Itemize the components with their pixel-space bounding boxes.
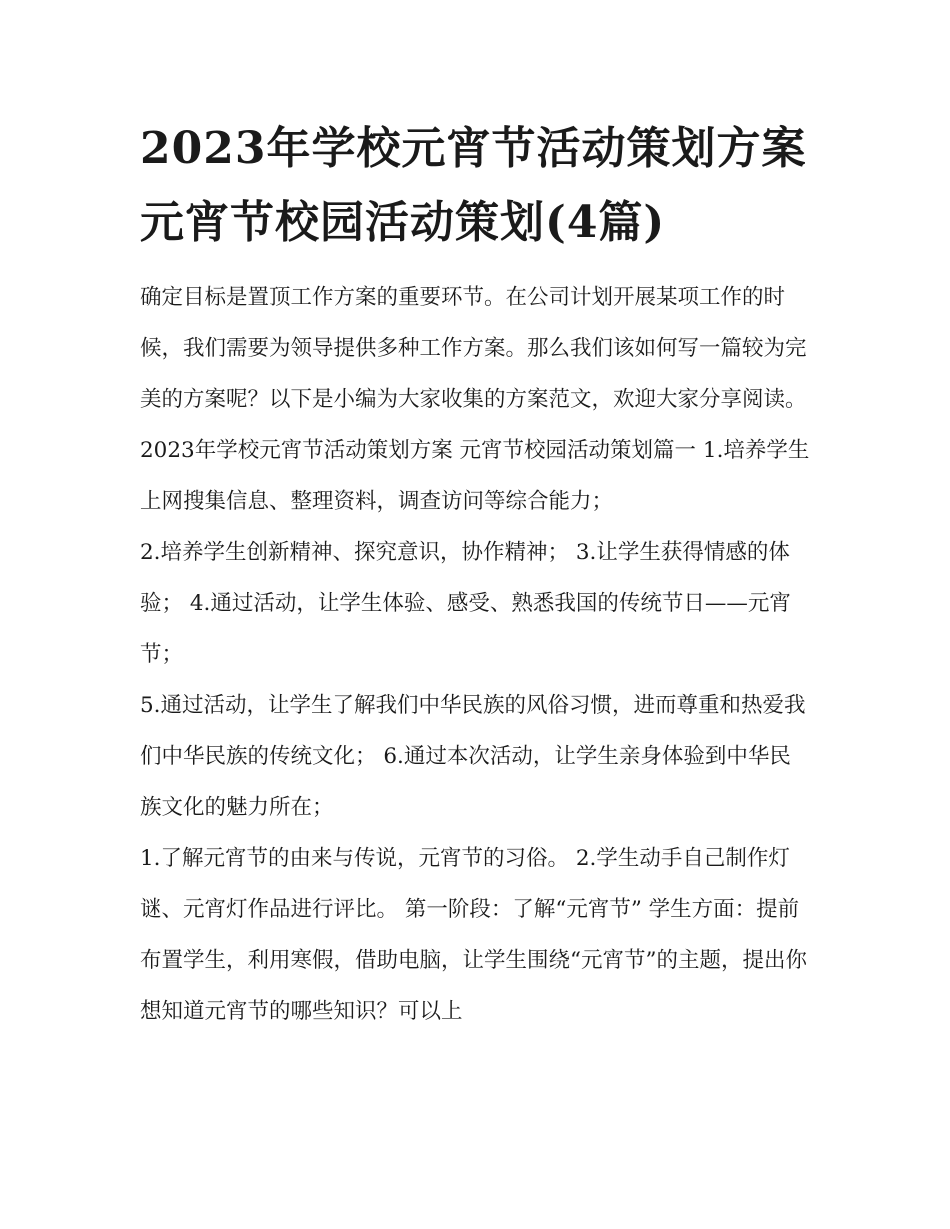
body-paragraph: 2.培养学生创新精神、探究意识，协作精神； 3.让学生获得情感的体验； 4.通过活动，让学生体验、感受、熟悉我国的传统节日——元宵节； bbox=[140, 540, 791, 667]
document-title: 2023年学校元宵节活动策划方案 元宵节校园活动策划(4篇) bbox=[140, 123, 807, 248]
body-paragraph: 1.了解元宵节的由来与传说，元宵节的习俗。 2.学生动手自己制作灯谜、元宵灯作品进行评比。 第一阶段：了解“元宵节” 学生方面：提前布置学生，利用寒假，借助电脑，让学生围绕“元宵节”的主题，提出你想知道元宵节的哪些知识？可以上 bbox=[140, 846, 807, 1024]
body-paragraph: 2023年学校元宵节活动策划方案 元宵节校园活动策划篇一 1.培养学生上网搜集信息、整理资料，调查访问等综合能力； bbox=[140, 438, 810, 514]
intro-paragraph: 确定目标是置顶工作方案的重要环节。在公司计划开展某项工作的时候，我们需要为领导提供多种工作方案。那么我们该如何写一篇较为完美的方案呢？以下是小编为大家收集的方案范文，欢迎大家分享阅读。 bbox=[140, 285, 807, 412]
document-page bbox=[140, 112, 812, 1037]
body-paragraph: 5.通过活动，让学生了解我们中华民族的风俗习惯，进而尊重和热爱我们中华民族的传统文化； 6.通过本次活动，让学生亲身体验到中华民族文化的魅力所在； bbox=[140, 693, 806, 820]
